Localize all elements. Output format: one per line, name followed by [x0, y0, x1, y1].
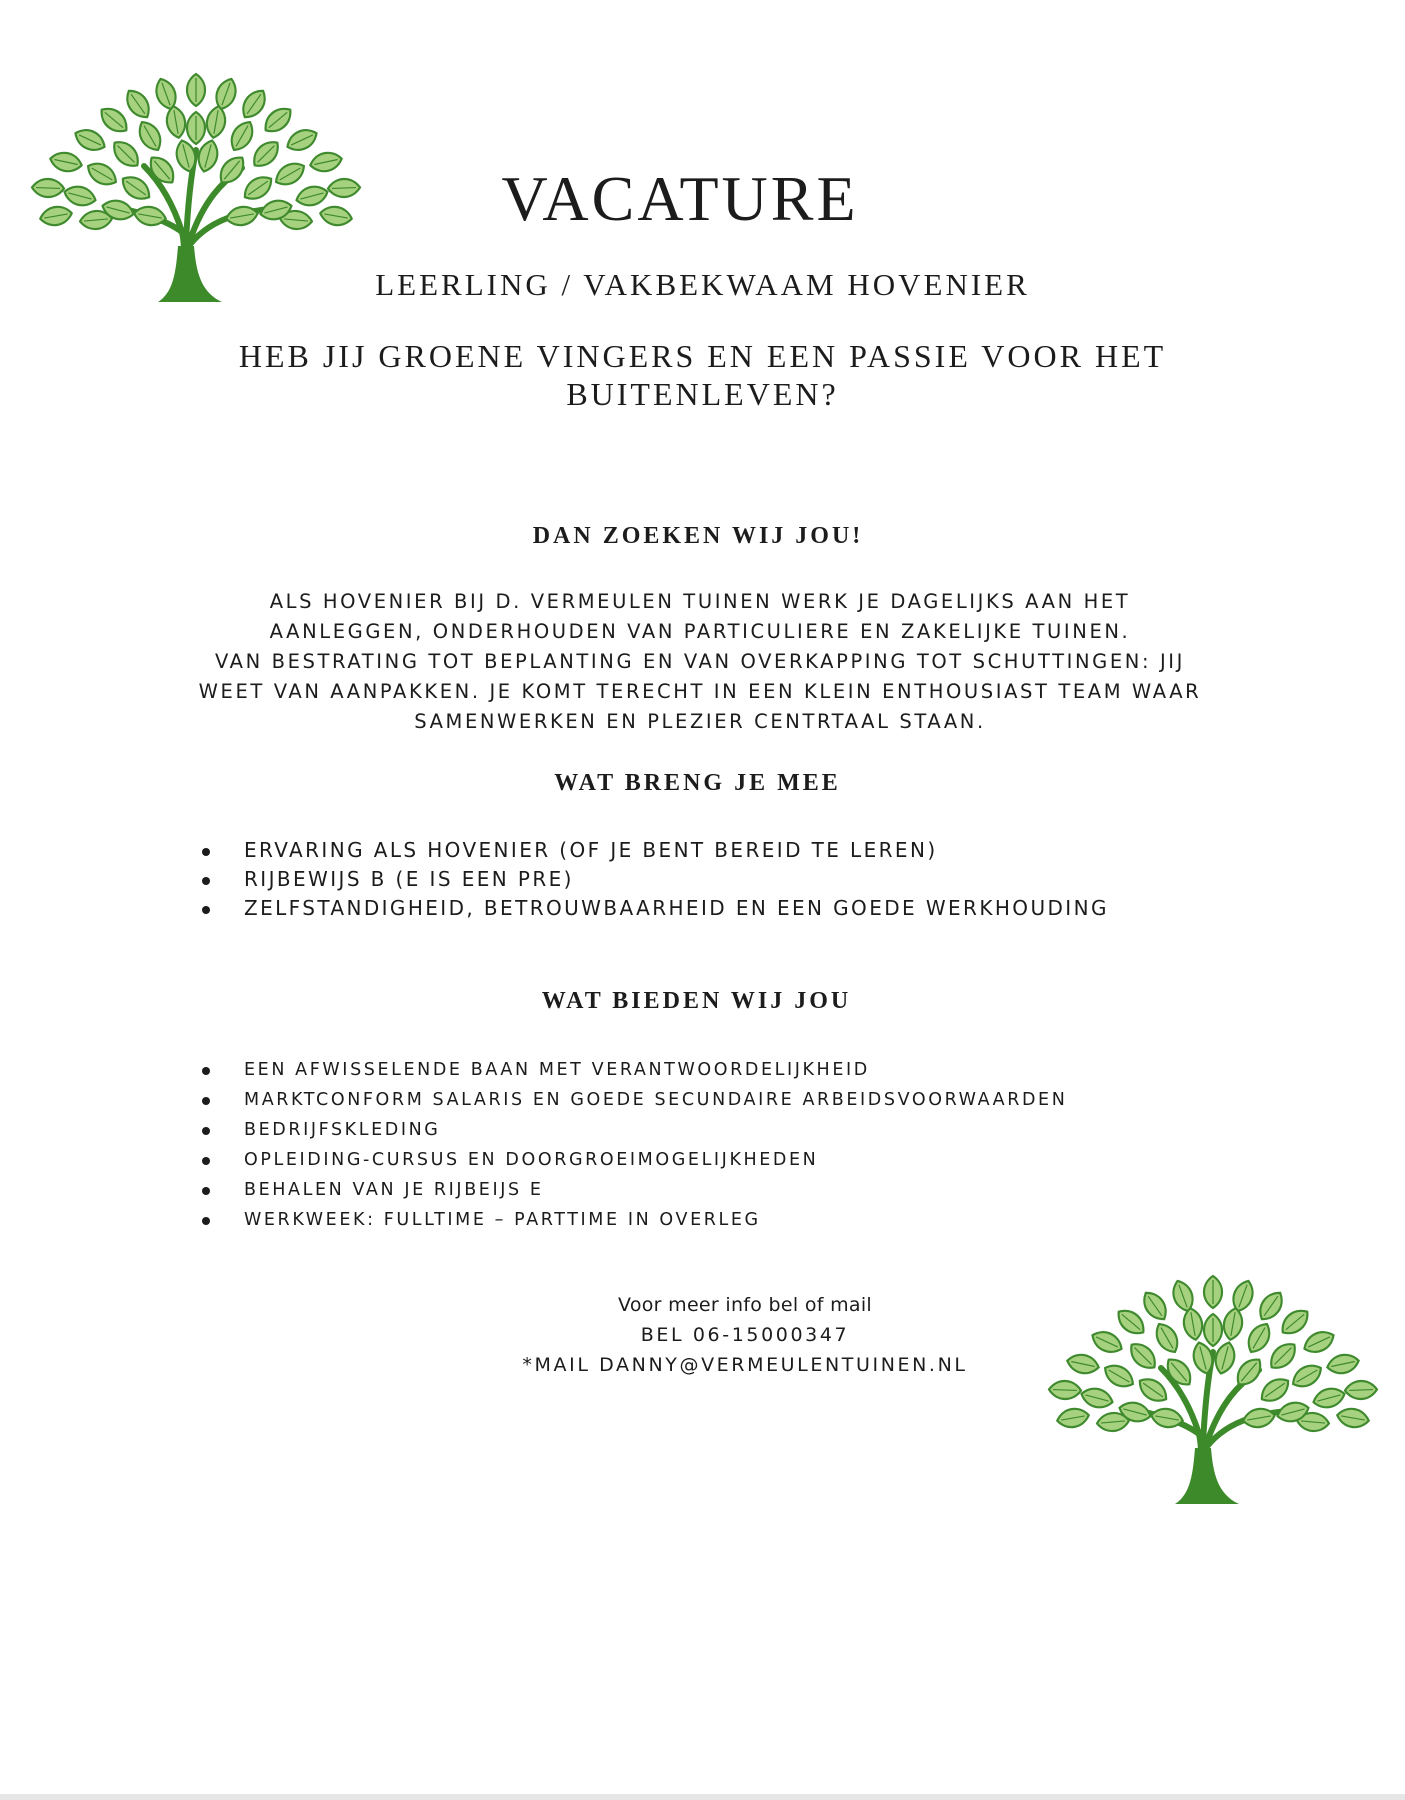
intro-heading: DAN ZOEKEN WIJ JOU!: [532, 523, 864, 549]
list-item: ZELFSTANDIGHEID, BETROUWBAARHEID EN EEN GOEDE WERKHOUDING: [196, 894, 1109, 923]
job-title: LEERLING / VAKBEKWAAM HOVENIER: [375, 267, 1030, 302]
tagline: HEB JIJ GROENE VINGERS EN EEN PASSIE VOOR HET BUITENLEVEN?: [238, 338, 1167, 412]
list-item: BEDRIJFSKLEDING: [196, 1115, 1067, 1145]
list-item: MARKTCONFORM SALARIS EN GOEDE SECUNDAIRE ARBEIDSVOORWAARDEN: [196, 1085, 1067, 1115]
intro-line: AANLEGGEN, ONDERHOUDEN VAN PARTICULIERE EN ZAKELIJKE TUINEN.: [269, 620, 1131, 643]
list-item: OPLEIDING-CURSUS EN DOORGROEIMOGELIJKHEDEN: [196, 1145, 1067, 1175]
list-item: BEHALEN VAN JE RIJBEIJS E: [196, 1175, 1067, 1205]
contact-block: [460, 1290, 1030, 1380]
requirements-list: [196, 836, 1109, 923]
contact-phone: BEL 06-15000347: [640, 1324, 850, 1346]
requirements-heading: WAT BRENG JE MEE: [554, 770, 841, 796]
list-item: RIJBEWIJS B (E IS EEN PRE): [196, 865, 1109, 894]
contact-mail: *MAIL DANNY@VERMEULENTUINEN.NL: [522, 1354, 968, 1376]
intro-line: SAMENWERKEN EN PLEZIER CENTRTAAL STAAN.: [414, 710, 986, 733]
intro-line: WEET VAN AANPAKKEN. JE KOMT TERECHT IN EEN KLEIN ENTHOUSIAST TEAM WAAR: [198, 680, 1202, 703]
page-edge: [0, 1794, 1405, 1800]
offer-heading: WAT BIEDEN WIJ JOU: [541, 988, 852, 1014]
intro-line: VAN BESTRATING TOT BEPLANTING EN VAN OVERKAPPING TOT SCHUTTINGEN: JIJ: [214, 650, 1186, 673]
contact-info: Voor meer info bel of mail: [618, 1294, 872, 1316]
list-item: WERKWEEK: FULLTIME – PARTTIME IN OVERLEG: [196, 1205, 1067, 1235]
tree-icon: [1042, 1272, 1384, 1504]
intro-paragraph: [130, 587, 1270, 737]
list-item: EEN AFWISSELENDE BAAN MET VERANTWOORDELIJKHEID: [196, 1055, 1067, 1085]
list-item: ERVARING ALS HOVENIER (OF JE BENT BEREID TE LEREN): [196, 836, 1109, 865]
intro-line: ALS HOVENIER BIJ D. VERMEULEN TUINEN WERK JE DAGELIJKS AAN HET: [269, 590, 1131, 613]
offer-list: [196, 1055, 1067, 1235]
page-title: VACATURE: [501, 163, 859, 234]
